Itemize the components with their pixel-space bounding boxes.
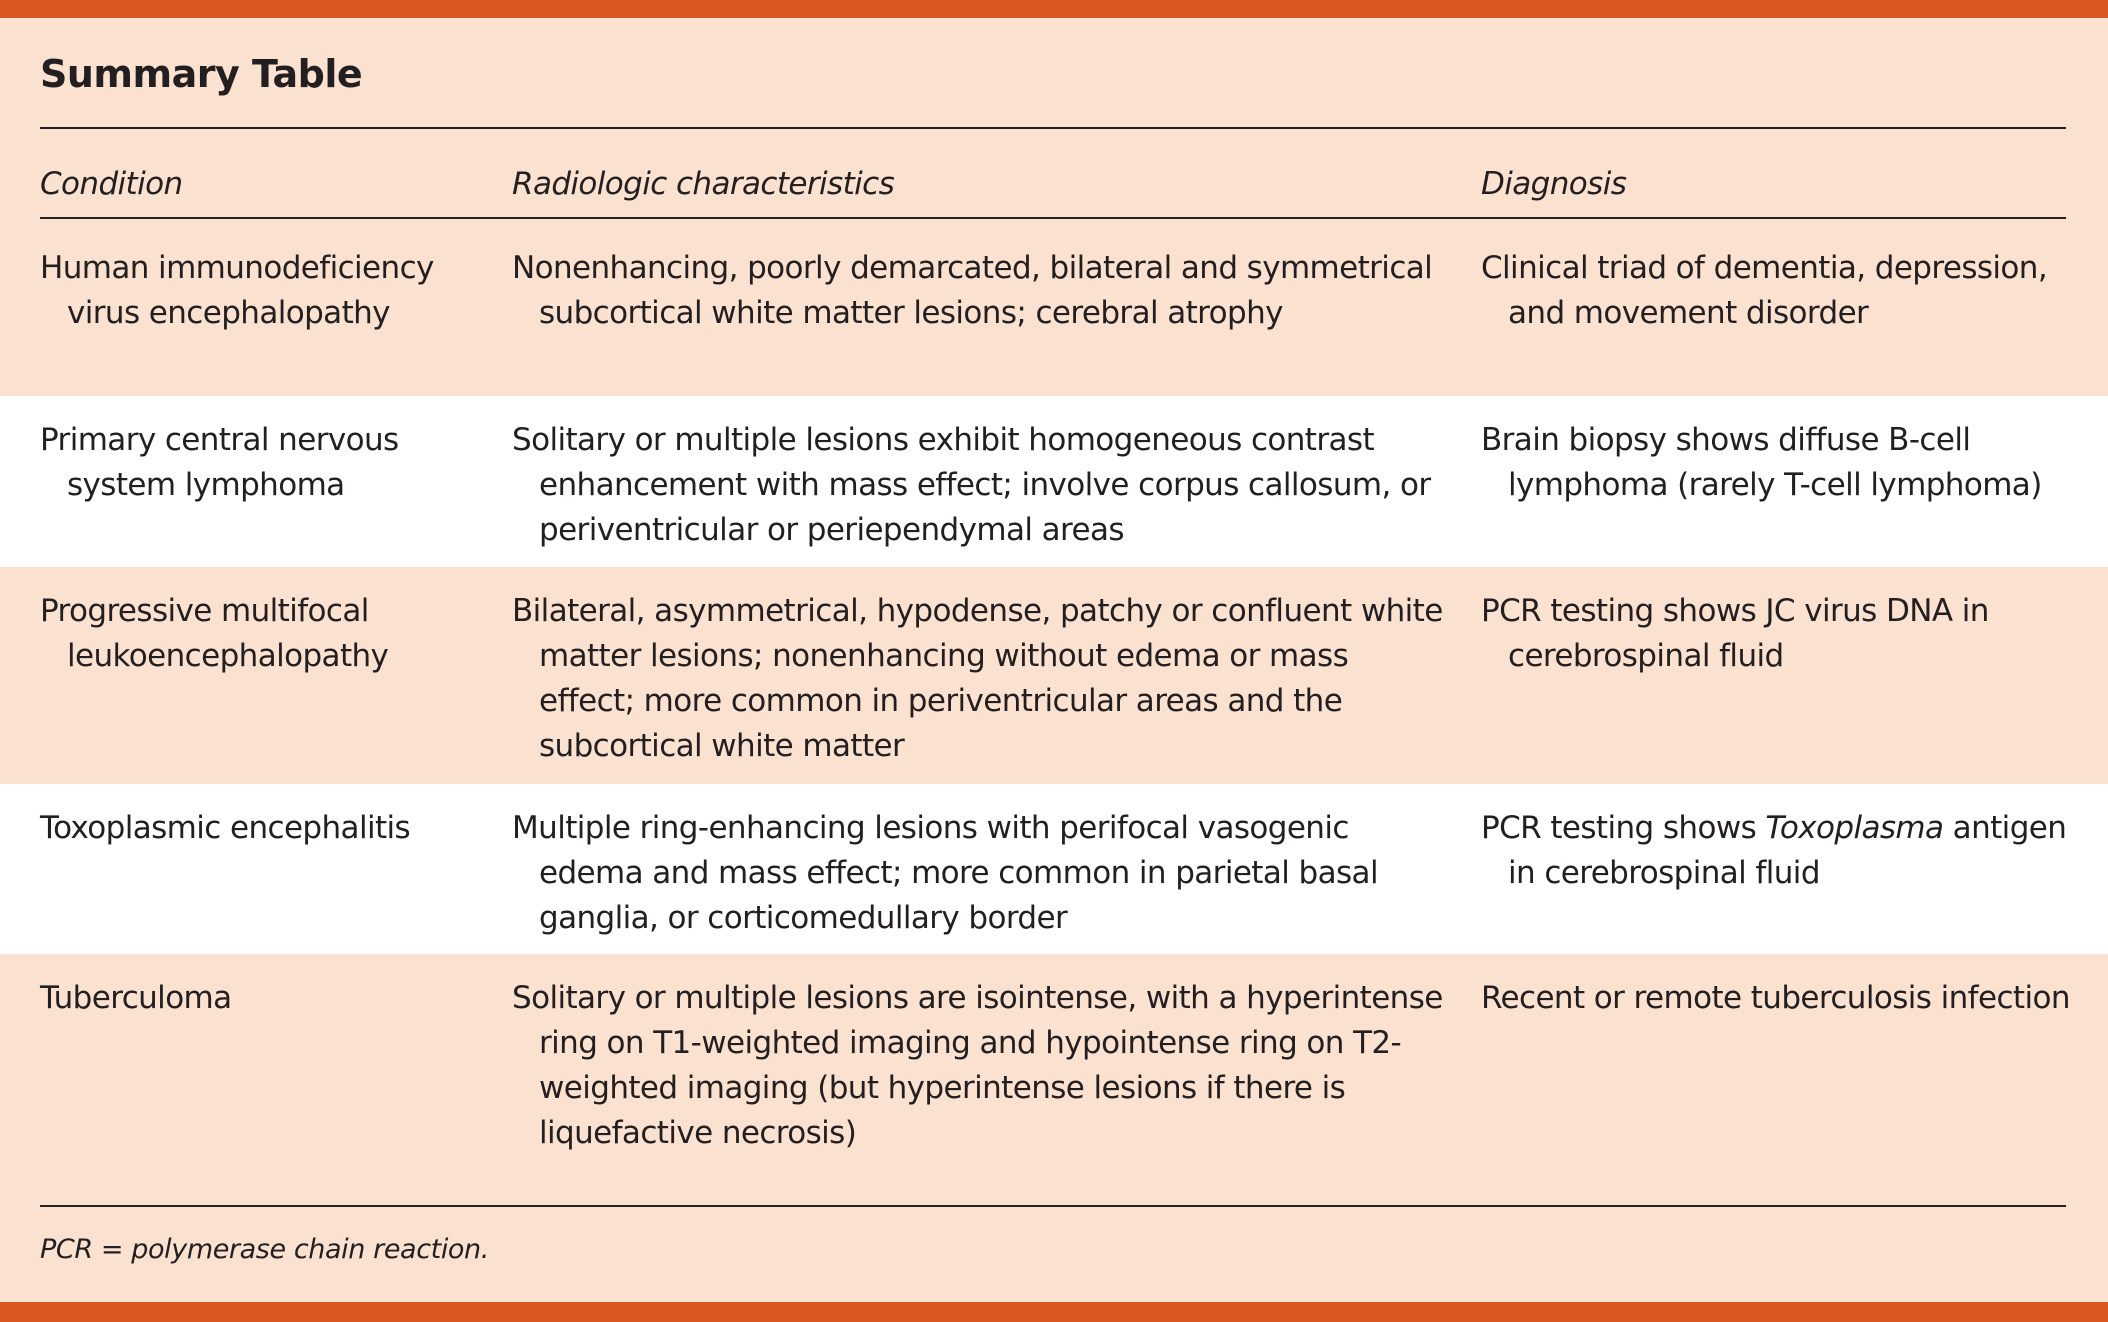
diagnosis-cell: PCR testing shows JC virus DNA in cerebrospinal fluid	[1481, 593, 1989, 674]
footnote: PCR = polymerase chain reaction.	[40, 1234, 489, 1265]
radiologic-cell: Bilateral, asymmetrical, hypodense, patchy or confluent white matter lesions; nonenhancing without edema or mass effect; more common in periventricular areas and the subcortical white matter	[512, 593, 1443, 764]
radiologic-cell: Multiple ring-enhancing lesions with perifocal vasogenic edema and mass effect; more common in parietal basal ganglia, or corticomedullary border	[512, 810, 1378, 936]
condition-cell: Primary central nervous system lymphoma	[40, 422, 399, 503]
condition-cell: Progressive multifocal leukoencephalopathy	[40, 593, 389, 674]
table-row	[0, 224, 2108, 396]
diagnosis-text: antigen in cerebrospinal fluid	[1508, 810, 2067, 891]
header-radiologic: Radiologic characteristics	[512, 166, 895, 202]
table-row	[0, 567, 2108, 784]
radiologic-cell: Solitary or multiple lesions exhibit homogeneous contrast enhancement with mass effect; involve corpus callosum, or periventricular or periependymal areas	[512, 422, 1431, 548]
table-row	[0, 954, 2108, 1194]
header-condition: Condition	[40, 166, 183, 202]
bottom-accent-bar	[0, 1302, 2108, 1322]
radiologic-cell: Nonenhancing, poorly demarcated, bilateral and symmetrical subcortical white matter lesions; cerebral atrophy	[512, 250, 1433, 331]
organism-name: Toxoplasma	[1765, 810, 1944, 846]
diagnosis-cell: Recent or remote tuberculosis infection	[1481, 980, 2070, 1016]
header-divider	[40, 217, 2066, 219]
diagnosis-text: PCR testing shows	[1481, 810, 1766, 846]
table-title: Summary Table	[40, 52, 363, 96]
diagnosis-cell: Brain biopsy shows diffuse B-cell lymphoma (rarely T-cell lymphoma)	[1481, 422, 2042, 503]
header-diagnosis: Diagnosis	[1481, 166, 1627, 202]
radiologic-cell: Solitary or multiple lesions are isointense, with a hyperintense ring on T1-weighted imaging and hypointense ring on T2-weighted imaging (but hyperintense lesions if there is liquefactive necrosis)	[512, 980, 1443, 1151]
footer-divider	[40, 1205, 2066, 1207]
condition-cell: Toxoplasmic encephalitis	[40, 810, 411, 846]
title-divider	[40, 127, 2066, 129]
table-row	[0, 396, 2108, 567]
condition-cell: Tuberculoma	[40, 980, 232, 1016]
diagnosis-cell	[1481, 806, 2081, 896]
condition-cell: Human immunodeficiency virus encephalopathy	[40, 250, 434, 331]
top-accent-bar	[0, 0, 2108, 18]
table-row	[0, 784, 2108, 954]
diagnosis-cell: Clinical triad of dementia, depression, and movement disorder	[1481, 250, 2048, 331]
